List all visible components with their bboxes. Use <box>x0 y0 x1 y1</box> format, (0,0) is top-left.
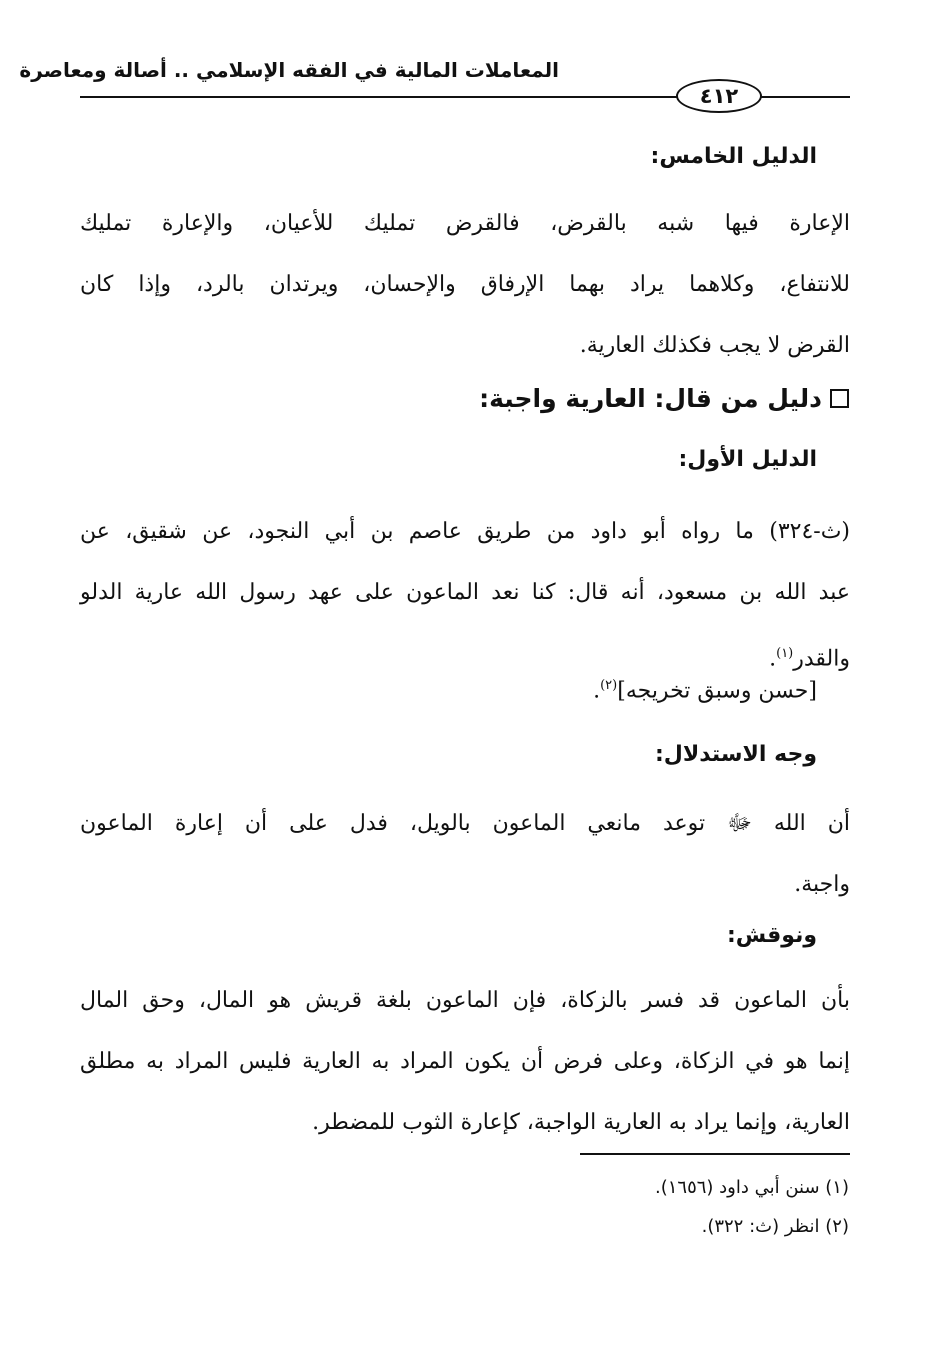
paragraph-line: الإعارة فيها شبه بالقرض، فالقرض تمليك للأعيان، والإعارة تمليك <box>80 211 850 236</box>
paragraph-line: عبد الله بن مسعود، أنه قال: كنا نعد الماعون على عهد رسول الله عارية الدلو <box>80 580 850 605</box>
paragraph-line: بأن الماعون قد فسر بالزكاة، فإن الماعون بلغة قريش هو المال، وحق المال <box>80 988 850 1013</box>
paragraph-line: للانتفاع، وكلاهما يراد بهما الإرفاق والإحسان، ويرتدان بالرد، وإذا كان <box>80 272 850 297</box>
page-number-badge <box>676 79 762 113</box>
paragraph-line: أن الله ﷻ توعد مانعي الماعون بالويل، فدل على أن إعارة الماعون <box>80 811 850 836</box>
grading-text: [حسن وسبق تخريجه] <box>617 678 817 704</box>
running-header-title: المعاملات المالية في الفقه الإسلامي .. أصالة ومعاصرة <box>19 58 559 82</box>
page-number: ٤١٢ <box>699 84 739 108</box>
footnote-1: (١) سنن أبي داود (١٦٥٦). <box>654 1177 849 1198</box>
inference-paragraph <box>80 793 850 915</box>
section-heading <box>479 384 849 413</box>
fifth-evidence-paragraph <box>80 193 850 376</box>
inference-heading: وجه الاستدلال: <box>654 742 817 767</box>
section-heading-text: دليل من قال: العارية واجبة: <box>479 384 822 413</box>
hadith-last-words: والقدر <box>793 646 850 672</box>
first-evidence-heading: الدليل الأول: <box>678 447 817 472</box>
discussion-paragraph <box>80 970 850 1153</box>
square-bullet-icon <box>830 389 849 408</box>
paragraph-line: العارية، وإنما يراد به العارية الواجبة، كإعارة الثوب للمضطر. <box>312 1110 850 1135</box>
paragraph-line: إنما هو في الزكاة، وعلى فرض أن يكون المراد به العارية فليس المراد به مطلق <box>80 1049 850 1074</box>
grading-end-mark: . <box>593 678 601 704</box>
paragraph-line <box>80 623 850 684</box>
footnote-ref-2: (٢) <box>600 678 618 693</box>
discussion-heading: ونوقش: <box>726 923 817 948</box>
hadith-paragraph <box>80 501 850 684</box>
footnote-ref-1: (١) <box>776 646 794 661</box>
paragraph-line: (ث-٣٢٤) ما رواه أبو داود من طريق عاصم بن أبي النجود، عن شقيق، عن <box>80 519 850 544</box>
paragraph-line: واجبة. <box>794 872 850 897</box>
hadith-end-mark: . <box>769 646 777 672</box>
grading-line <box>593 678 817 703</box>
footnote-separator <box>580 1153 850 1155</box>
paragraph-line: القرض لا يجب فكذلك العارية. <box>579 333 850 358</box>
fifth-evidence-heading: الدليل الخامس: <box>650 144 817 169</box>
footnote-2: (٢) انظر (ث: ٣٢٢). <box>701 1216 849 1237</box>
